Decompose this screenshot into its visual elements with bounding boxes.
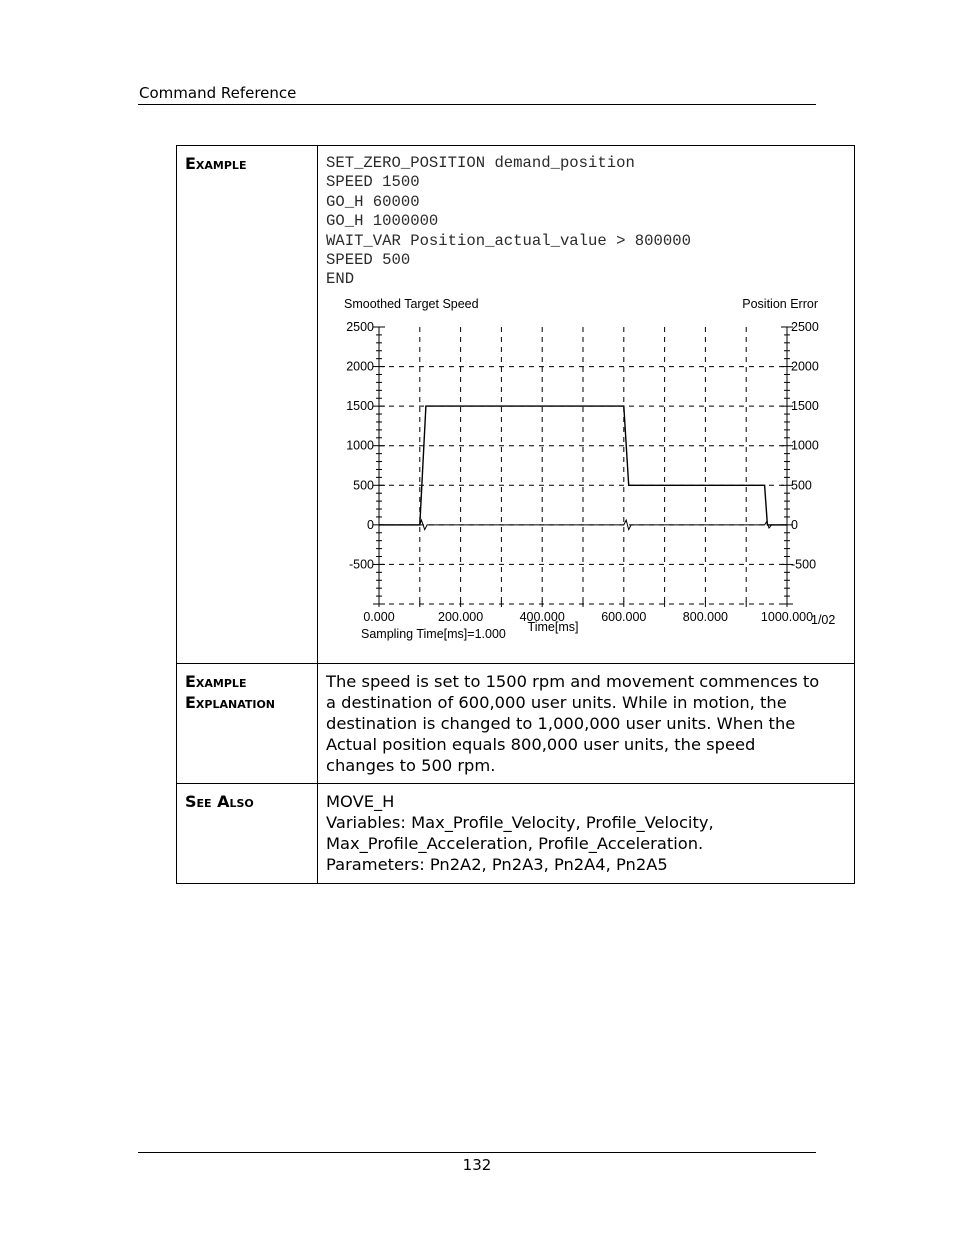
- explanation-row: [177, 664, 855, 784]
- y-tick-label-right: 2500: [791, 319, 819, 334]
- see-also-content-cell: [318, 784, 855, 884]
- see-also-line: Max_Profile_Acceleration, Profile_Acceleration.: [326, 834, 704, 853]
- y-tick-label-right: 500: [791, 478, 812, 493]
- x-tick-label: 800.000: [682, 609, 728, 624]
- x-tick-label: 1000.000: [760, 609, 814, 624]
- right-axis-title: Position Error: [742, 296, 818, 311]
- explanation-text: [326, 671, 846, 780]
- header-rule: [138, 104, 816, 105]
- x-axis-title: Time[ms]: [527, 619, 579, 634]
- speed-chart: [336, 294, 856, 654]
- see-also-line: MOVE_H: [326, 792, 395, 811]
- y-tick-label-left: 1500: [346, 398, 374, 413]
- explanation-label-line: Explanation: [185, 693, 276, 712]
- y-tick-label-left: 1000: [346, 438, 374, 453]
- example-row: [177, 146, 855, 664]
- see-also-row: [177, 784, 855, 884]
- y-tick-label-left: 2000: [346, 359, 374, 374]
- code-line: SPEED 1500: [326, 173, 420, 192]
- example-code-block: [326, 154, 846, 290]
- explanation-line: destination is changed to 1,000,000 user units. When the: [326, 714, 796, 733]
- command-reference-table: [176, 145, 855, 884]
- explanation-line: Actual position equals 800,000 user units, the speed: [326, 735, 756, 754]
- see-also-label: See Also: [185, 792, 254, 811]
- corner-label: 1/02: [811, 612, 836, 627]
- see-also-line: Parameters: Pn2A2, Pn2A3, Pn2A4, Pn2A5: [326, 855, 668, 874]
- y-tick-label-left: 2500: [346, 319, 374, 334]
- example-content-cell: [318, 146, 855, 664]
- left-axis-title: Smoothed Target Speed: [344, 296, 479, 311]
- explanation-label-cell: [177, 664, 318, 784]
- x-tick-label: 0.000: [363, 609, 395, 624]
- sampling-note: Sampling Time[ms]=1.000: [361, 626, 506, 641]
- y-tick-label-right: -500: [791, 557, 817, 572]
- y-tick-label-right: 0: [791, 517, 798, 532]
- explanation-line: The speed is set to 1500 rpm and movement commences to: [326, 672, 820, 691]
- code-line: GO_H 60000: [326, 192, 420, 211]
- see-also-line: Variables: Max_Profile_Velocity, Profile_Velocity,: [326, 813, 714, 832]
- y-tick-label-right: 1000: [791, 438, 819, 453]
- y-tick-label-right: 1500: [791, 398, 819, 413]
- y-tick-label-right: 2000: [791, 359, 819, 374]
- footer-rule: [138, 1152, 816, 1153]
- code-line: GO_H 1000000: [326, 212, 439, 231]
- explanation-content-cell: [318, 664, 855, 784]
- see-also-label-cell: [177, 784, 318, 884]
- x-tick-label: 400.000: [519, 609, 565, 624]
- y-tick-label-left: -500: [348, 557, 374, 572]
- explanation-label-line: Example: [185, 672, 247, 691]
- code-line: WAIT_VAR Position_actual_value > 800000: [326, 231, 691, 250]
- y-tick-label-left: 500: [353, 478, 374, 493]
- speed-chart-svg: [336, 294, 856, 654]
- see-also-text: [326, 791, 846, 879]
- code-line: END: [326, 270, 355, 289]
- example-label: Example: [185, 154, 247, 173]
- code-line: SET_ZERO_POSITION demand_position: [326, 154, 635, 172]
- explanation-label: [185, 671, 317, 713]
- example-label-cell: [177, 146, 318, 664]
- y-tick-label-left: 0: [367, 517, 374, 532]
- x-tick-label: 200.000: [438, 609, 484, 624]
- code-line: SPEED 500: [326, 251, 411, 270]
- explanation-line: a destination of 600,000 user units. While in motion, the: [326, 693, 787, 712]
- explanation-line: changes to 500 rpm.: [326, 756, 496, 775]
- x-tick-label: 600.000: [601, 609, 647, 624]
- running-header: Command Reference: [139, 84, 297, 102]
- page-number: 132: [462, 1156, 492, 1174]
